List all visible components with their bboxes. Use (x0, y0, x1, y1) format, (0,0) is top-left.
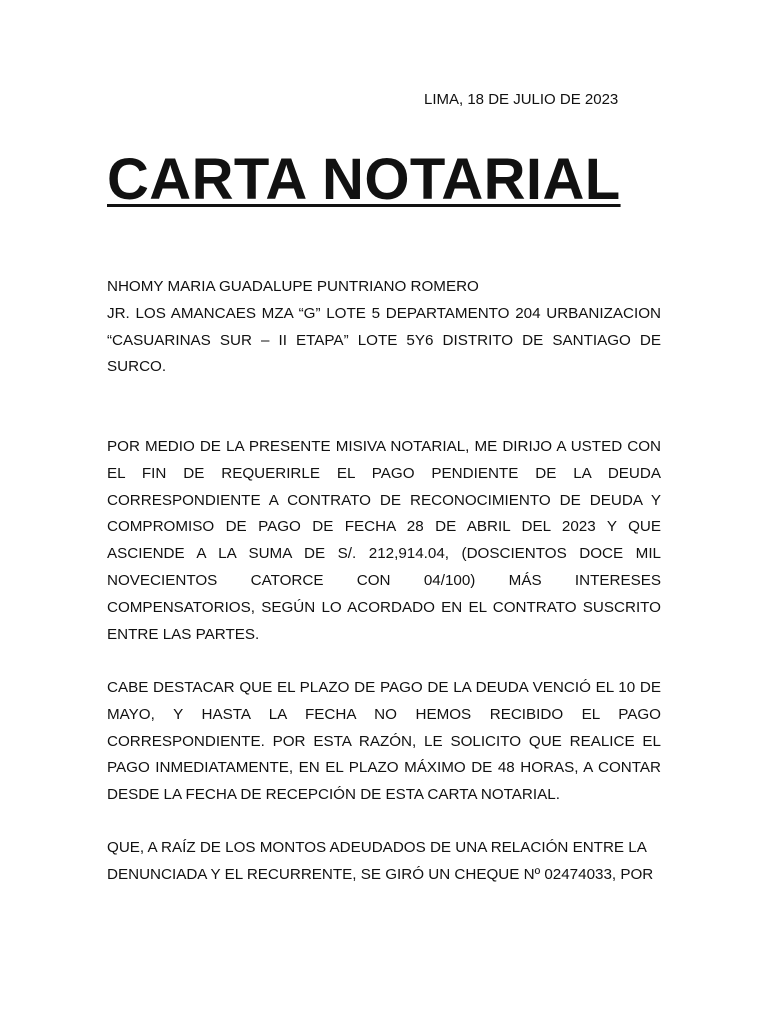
paragraph-line: DENUNCIADA Y EL RECURRENTE, SE GIRÓ UN CHEQUE Nº 02474033, POR (107, 865, 654, 883)
recipient-address: JR. LOS AMANCAES MZA “G” LOTE 5 DEPARTAMENTO 204 URBANIZACION “CASUARINAS SUR – II ETAPA” LOTE 5Y6 DISTRITO DE SANTIAGO DE SURCO. (107, 304, 661, 376)
recipient-name: NHOMY MARIA GUADALUPE PUNTRIANO ROMERO (107, 278, 479, 295)
paragraph-text: POR MEDIO DE LA PRESENTE MISIVA NOTARIAL, ME DIRIJO A USTED CON EL FIN DE REQUERIRLE EL PAGO PENDIENTE DE LA DEUDA CORRESPONDIENTE A CONTRATO DE RECONOCIMIENTO DE DEUDA Y COMPROMISO DE PAGO DE FECHA 28 DE ABRIL DEL 2023 Y QUE ASCIENDE A LA SUMA DE S/. 212,914.04, (DOSCIENTOS DOCE MIL NOVECIENTOS CATORCE CON 04/100) MÁS INTERESES COMPENSATORIOS, SEGÚN LO ACORDADO EN EL CONTRATO SUSCRITO ENTRE LAS PARTES. (107, 438, 661, 643)
paragraph-line: QUE, A RAÍZ DE LOS MONTOS ADEUDADOS DE UNA RELACIÓN ENTRE LA (107, 839, 647, 856)
date-line: LIMA, 18 DE JULIO DE 2023 (424, 91, 619, 108)
paragraph-text: CABE DESTACAR QUE EL PLAZO DE PAGO DE LA DEUDA VENCIÓ EL 10 DE MAYO, Y HASTA LA FECHA NO HEMOS RECIBIDO EL PAGO CORRESPONDIENTE. POR ESTA RAZÓN, LE SOLICITO QUE REALICE EL PAGO INMEDIATAMENTE, EN EL PLAZO MÁXIMO DE 48 HORAS, A CONTAR DESDE LA FECHA DE RECEPCIÓN DE ESTA CARTA NOTARIAL. (107, 679, 661, 804)
document-title: CARTA NOTARIAL (107, 147, 621, 212)
body-paragraph-3 (107, 835, 661, 889)
body-paragraph-2 (107, 675, 661, 809)
body-paragraph-1 (107, 434, 661, 648)
recipient-block (107, 274, 661, 381)
